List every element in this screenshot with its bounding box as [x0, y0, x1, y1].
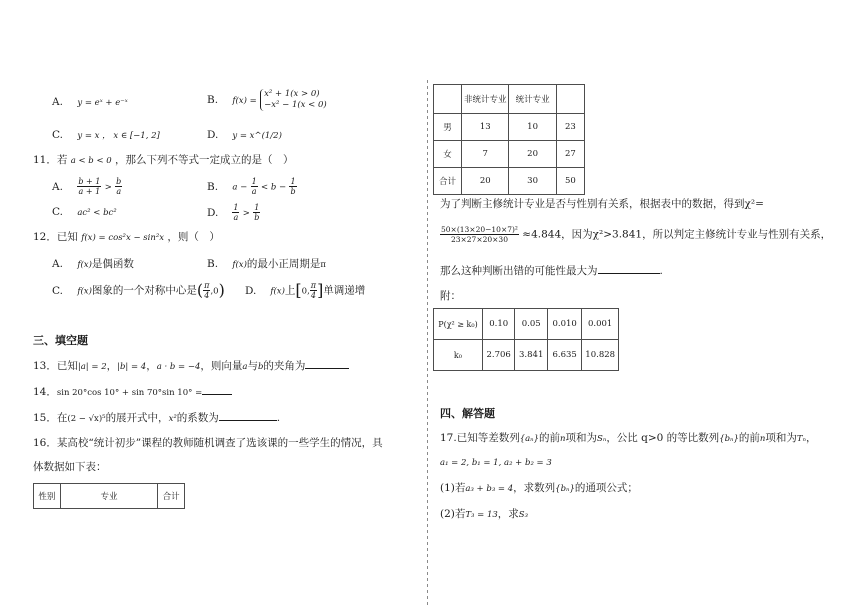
table-cell: 30: [509, 168, 556, 195]
critical-value-table: [433, 308, 619, 371]
table-cell: [434, 85, 462, 114]
q12-option-b: B. f(x)的最小正周期是π: [207, 258, 327, 270]
table-cell: 10.828: [582, 340, 619, 371]
q12-option-d: D. f(x)上[0, $\frac{\pi}{4}$ ]单调递增: [245, 280, 366, 300]
table-cell: 2.706: [482, 340, 515, 371]
table-cell: [556, 85, 584, 114]
q12-option-a: A. f(x)是偶函数: [52, 258, 134, 270]
question-16-paragraph-1: 为了判断主修统计专业是否与性别有关系，根据表中的数据，得到χ²=: [440, 198, 764, 210]
question-11: 11．若 a < b < 0 ，那么下列不等式一定成立的是（ ）: [33, 154, 294, 166]
table-cell: 20: [462, 168, 509, 195]
right-column: [426, 0, 860, 608]
table-cell: 专业: [60, 484, 158, 509]
section-4-heading: 四、解答题: [440, 407, 495, 420]
table-row: [434, 114, 585, 141]
table-cell: 0.010: [547, 309, 581, 340]
table-cell: k₀: [434, 340, 483, 371]
q10-option-a: A. y = eˣ + e⁻ˣ: [52, 96, 128, 108]
question-17-part-2: (2)若T₃ = 13，求S₃: [440, 508, 529, 520]
table-cell: 3.841: [515, 340, 548, 371]
table-cell: 7: [462, 141, 509, 168]
table-cell: 统计专业: [509, 85, 556, 114]
piecewise-brace: x² + 1(x > 0) −x² − 1(x < 0): [260, 89, 327, 111]
table-row: [434, 141, 585, 168]
answer-blank[interactable]: [305, 358, 349, 369]
table-cell: 非统计专业: [462, 85, 509, 114]
gender-major-table: [433, 84, 585, 195]
q12-option-c: C. f(x)图象的一个对称中心是( $\frac{\pi}{4}$ ,0): [52, 280, 225, 300]
answer-blank[interactable]: [202, 384, 232, 395]
table-row: [434, 309, 619, 340]
small-data-table: [33, 483, 185, 509]
table-cell: 性别: [34, 484, 61, 509]
table-cell: 合计: [434, 168, 462, 195]
question-17-line-2: a₁ = 2, b₁ = 1, a₂ + b₂ = 3: [440, 458, 552, 468]
left-column: [0, 0, 425, 608]
q11-option-a: A. $\frac{b + 1}{a + 1}$ > $\frac{b}{a}$: [52, 177, 122, 196]
table-cell: P(χ² ≥ k₀): [434, 309, 483, 340]
q10-option-c: C. y = x ， x ∈ [−1, 2]: [52, 129, 160, 141]
table-cell: 0.10: [482, 309, 515, 340]
question-16-line-1: 16．某高校“统计初步”课程的教师随机调查了选该课的一些学生的情况，具: [33, 437, 383, 449]
table-row: [434, 85, 585, 114]
question-14: 14．sin 20°cos 10° + sin 70°sin 10° =: [33, 384, 232, 400]
table-cell: 10: [509, 114, 556, 141]
appendix-label: 附：: [440, 290, 461, 302]
q10-option-d: D. y = x^(1/2): [207, 129, 282, 141]
table-cell: 合计: [158, 484, 185, 509]
chi-square-formula: $\frac{\text{50×(13×20−10×7)²}}{23\times 27\times 20\times 30}$ ≈4.844，因为χ²>3.841，所以判定主修统计专业与性别有关系，: [441, 225, 832, 244]
answer-blank[interactable]: [219, 410, 277, 421]
table-cell: 23: [556, 114, 584, 141]
table-cell: 男: [434, 114, 462, 141]
section-3-heading: 三、填空题: [33, 334, 88, 347]
table-cell: 6.635: [547, 340, 581, 371]
q11-option-d: D. $\frac{1}{a}$ > $\frac{1}{b}$: [207, 203, 260, 222]
question-17-part-1: (1)若a₃ + b₃ = 4，求数列{bₙ}的通项公式；: [440, 482, 638, 494]
table-row: [434, 168, 585, 195]
table-cell: 27: [556, 141, 584, 168]
question-13: 13．已知|a| = 2，|b| = 4，a · b = −4，则向量a与b的夹角为: [33, 358, 349, 374]
table-cell: 50: [556, 168, 584, 195]
table-row: [434, 340, 619, 371]
q10-option-b: B. f(x) = x² + 1(x > 0) −x² − 1(x < 0): [207, 89, 327, 110]
q11-option-b: B. a − $\frac{1}{a}$ < b − $\frac{1}{b}$: [207, 177, 296, 196]
question-15: 15．在(2 − √x)⁵的展开式中，x²的系数为 .: [33, 412, 281, 424]
question-12: 12．已知 f(x) = cos²x − sin²x ，则（ ）: [33, 231, 220, 243]
table-cell: 0.001: [582, 309, 619, 340]
question-16-line-2: 体数据如下表：: [33, 461, 107, 473]
table-cell: 20: [509, 141, 556, 168]
table-cell: 13: [462, 114, 509, 141]
answer-blank[interactable]: [598, 263, 660, 274]
question-16-paragraph-3: 那么这种判断出错的可能性最大为 .: [440, 265, 663, 277]
question-17-line-1: 17.已知等差数列{aₙ}的前n项和为Sₙ，公比 q>0 的等比数列{bₙ}的前n项和为Tₙ，: [440, 432, 817, 444]
table-cell: 女: [434, 141, 462, 168]
table-cell: 0.05: [515, 309, 548, 340]
q11-option-c: C. ac² < bc²: [52, 206, 117, 218]
